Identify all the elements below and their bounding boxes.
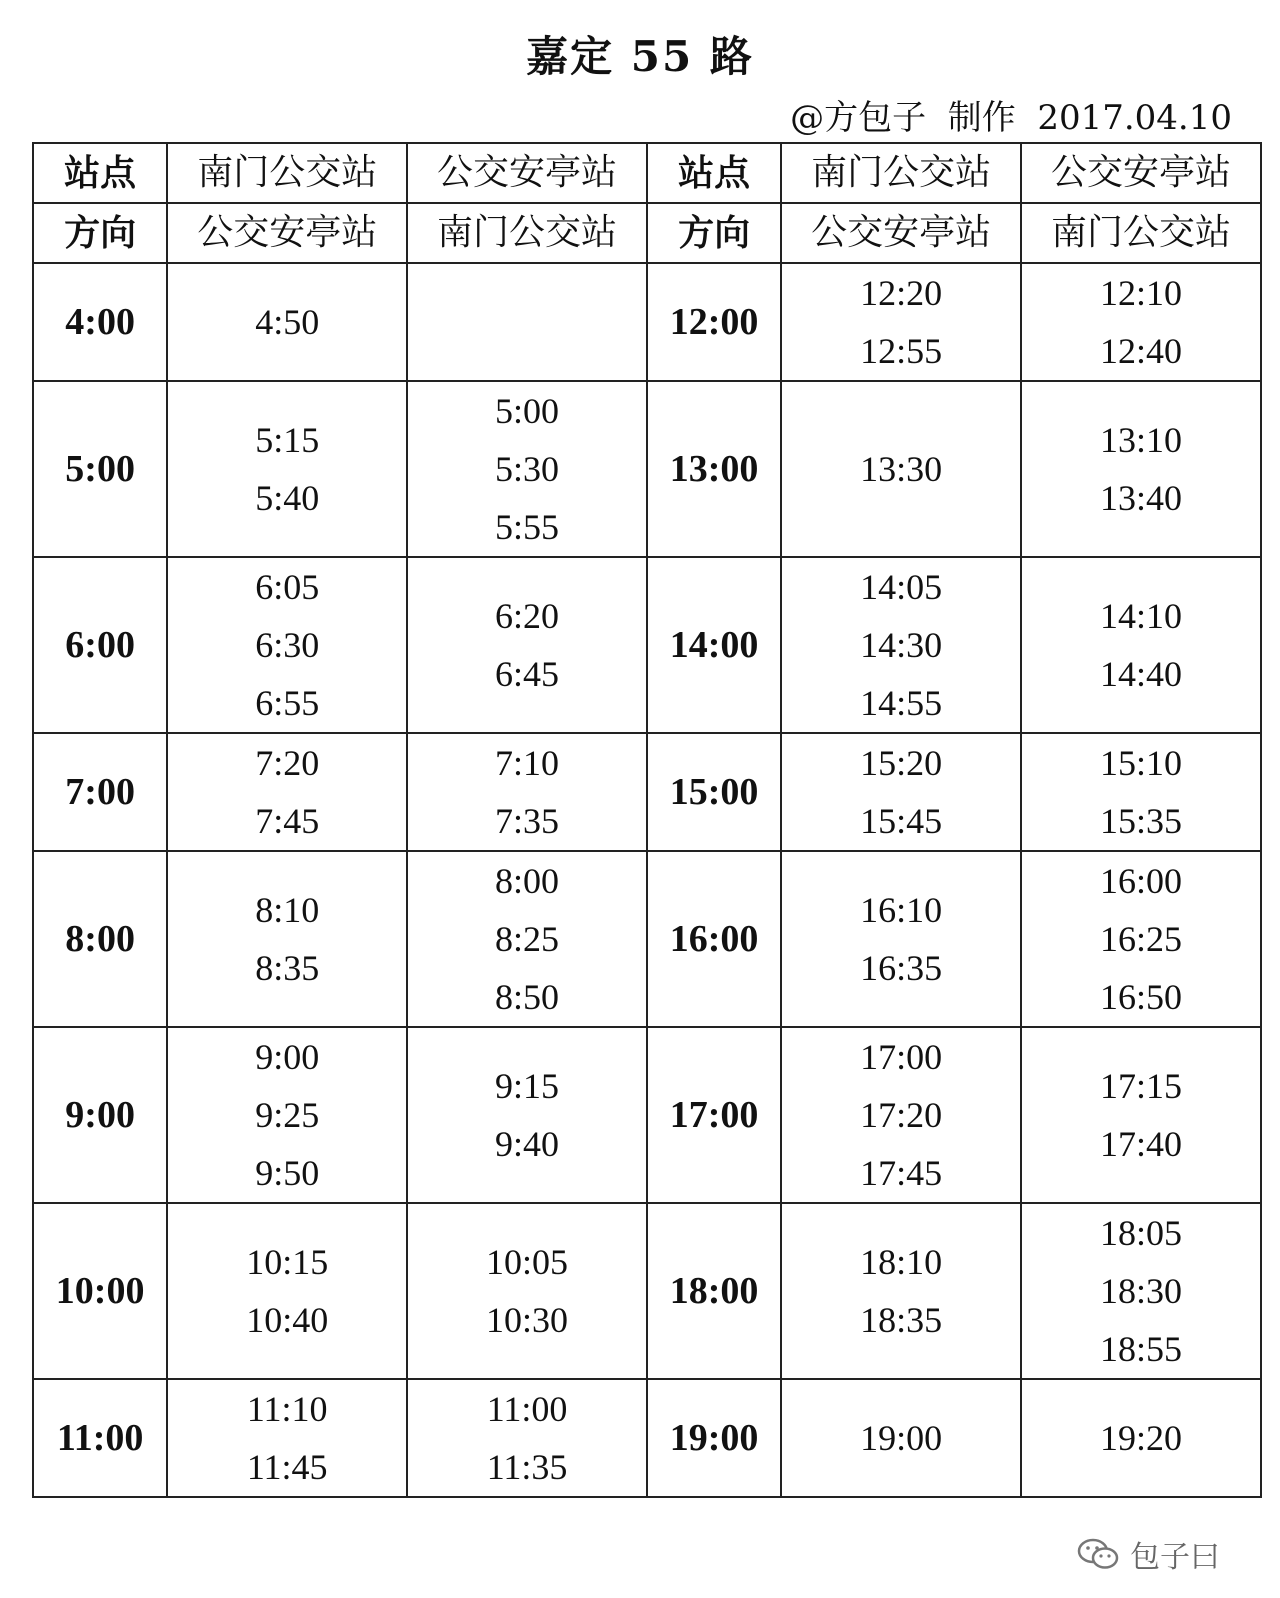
departures-a [167,557,407,733]
departure-time: 18:10 [860,1242,943,1282]
departure-time: 5:15 [255,420,320,460]
hour-cell: 18:00 [647,1203,781,1379]
departures-a [781,1379,1021,1497]
departures-b [407,1379,647,1497]
hour-cell: 5:00 [33,381,167,557]
departures-b [1021,733,1261,851]
departures-a [781,263,1021,381]
departure-time: 6:20 [495,596,560,636]
departures-b [407,1203,647,1379]
departure-time: 13:30 [860,449,943,489]
direction-a: 公交安亭站 [781,203,1021,263]
departure-time: 18:35 [860,1300,943,1340]
departures-a [167,733,407,851]
departure-time: 10:40 [246,1300,329,1340]
departure-time: 14:30 [860,625,943,665]
departures-b [407,1027,647,1203]
departures-b [407,733,647,851]
departure-time: 9:40 [495,1124,560,1164]
schedule-row [33,557,1261,733]
departure-time: 12:40 [1100,331,1183,371]
schedule-row [33,733,1261,851]
departure-time: 8:00 [495,861,560,901]
header-row-station [33,143,1261,203]
departure-time: 13:40 [1100,478,1183,518]
departure-time: 16:50 [1100,977,1183,1017]
departure-time: 15:35 [1100,801,1183,841]
departures-a [781,1027,1021,1203]
departure-time: 7:10 [495,743,560,783]
departure-time: 14:40 [1100,654,1183,694]
departure-time: 16:10 [860,890,943,930]
hour-cell: 14:00 [647,557,781,733]
hour-cell: 4:00 [33,263,167,381]
direction-a: 公交安亭站 [167,203,407,263]
departure-time: 12:20 [860,273,943,313]
departure-time: 11:00 [486,1389,568,1429]
departure-time: 12:10 [1100,273,1183,313]
departure-time: 14:05 [860,567,943,607]
hour-cell: 13:00 [647,381,781,557]
schedule-row [33,1379,1261,1497]
station-b: 公交安亭站 [1021,143,1261,203]
departure-time: 17:00 [860,1037,943,1077]
departure-time: 7:45 [255,801,320,841]
departure-time: 13:10 [1100,420,1183,460]
schedule-row [33,263,1261,381]
departures-a [167,1203,407,1379]
departure-time: 5:00 [495,391,560,431]
departure-time: 17:15 [1100,1066,1183,1106]
page-title: 嘉定 55 路 [526,32,754,81]
departure-time: 9:25 [255,1095,320,1135]
departure-time: 6:45 [495,654,560,694]
departures-b [1021,851,1261,1027]
station-b: 公交安亭站 [407,143,647,203]
departure-time: 16:00 [1100,861,1183,901]
departure-time: 5:55 [495,507,560,547]
departure-time: 8:10 [255,890,320,930]
credit-line: @方包子 制作 2017.04.10 [790,98,1232,138]
departure-time: 5:40 [255,478,320,518]
departure-time: 18:05 [1100,1213,1183,1253]
departures-b [407,557,647,733]
schedule-row [33,381,1261,557]
hour-cell: 11:00 [33,1379,167,1497]
direction-label: 方向 [647,203,781,263]
departure-time: 10:05 [486,1242,569,1282]
watermark [1076,1532,1220,1576]
departure-time: 12:55 [860,331,943,371]
departures-b [1021,263,1261,381]
departures-a [167,381,407,557]
departure-time: 4:50 [255,302,320,342]
departure-time: 6:55 [255,683,320,723]
departure-time: 9:00 [255,1037,320,1077]
departure-time: 18:55 [1100,1329,1183,1369]
departure-time: 19:00 [860,1418,943,1458]
station-a: 南门公交站 [781,143,1021,203]
departures-a [167,263,407,381]
departures-a [167,1379,407,1497]
hour-cell: 16:00 [647,851,781,1027]
departure-time: 17:40 [1100,1124,1183,1164]
wechat-icon [1076,1537,1120,1571]
departures-b [1021,381,1261,557]
departure-time: 15:20 [860,743,943,783]
departure-time: 8:50 [495,977,560,1017]
schedule-row [33,1203,1261,1379]
departure-time: 5:30 [495,449,560,489]
departure-time: 9:50 [255,1153,320,1193]
departure-time: 14:10 [1100,596,1183,636]
departure-time: 17:45 [860,1153,943,1193]
departure-time: 16:25 [1100,919,1183,959]
hour-cell: 12:00 [647,263,781,381]
departure-time: 7:20 [255,743,320,783]
direction-b: 南门公交站 [407,203,647,263]
departure-time: 11:45 [246,1447,328,1487]
departure-time: 9:15 [495,1066,560,1106]
departures-a [781,381,1021,557]
header-row-direction [33,203,1261,263]
departure-time: 7:35 [495,801,560,841]
station-label: 站点 [33,143,167,203]
departure-time: 17:20 [860,1095,943,1135]
departures-b [407,851,647,1027]
departures-b [1021,557,1261,733]
departure-time: 10:30 [486,1300,569,1340]
departures-b [407,263,647,381]
hour-cell: 10:00 [33,1203,167,1379]
direction-b: 南门公交站 [1021,203,1261,263]
direction-label: 方向 [33,203,167,263]
schedule-row [33,851,1261,1027]
departure-time: 14:55 [860,683,943,723]
hour-cell: 15:00 [647,733,781,851]
departures-b [1021,1203,1261,1379]
departures-a [781,851,1021,1027]
departures-b [1021,1027,1261,1203]
departure-time: 19:20 [1100,1418,1183,1458]
departure-time: 8:25 [495,919,560,959]
schedule-row [33,1027,1261,1203]
departures-b [1021,1379,1261,1497]
hour-cell: 17:00 [647,1027,781,1203]
departure-time: 18:30 [1100,1271,1183,1311]
watermark-text: 包子曰 [1130,1540,1220,1575]
departure-time: 8:35 [255,948,320,988]
hour-cell: 9:00 [33,1027,167,1203]
departures-a [167,1027,407,1203]
hour-cell: 19:00 [647,1379,781,1497]
departure-time: 6:05 [255,567,320,607]
station-a: 南门公交站 [167,143,407,203]
departure-time: 16:35 [860,948,943,988]
station-label: 站点 [647,143,781,203]
departures-a [781,733,1021,851]
hour-cell: 7:00 [33,733,167,851]
hour-cell: 8:00 [33,851,167,1027]
departure-time: 6:30 [255,625,320,665]
departures-a [167,851,407,1027]
hour-cell: 6:00 [33,557,167,733]
departure-time: 15:45 [860,801,943,841]
departures-a [781,557,1021,733]
departure-time: 10:15 [246,1242,329,1282]
departures-a [781,1203,1021,1379]
departure-time: 11:35 [486,1447,568,1487]
departure-time: 11:10 [246,1389,328,1429]
timetable [32,142,1262,1498]
departure-time: 15:10 [1100,743,1183,783]
departures-b [407,381,647,557]
